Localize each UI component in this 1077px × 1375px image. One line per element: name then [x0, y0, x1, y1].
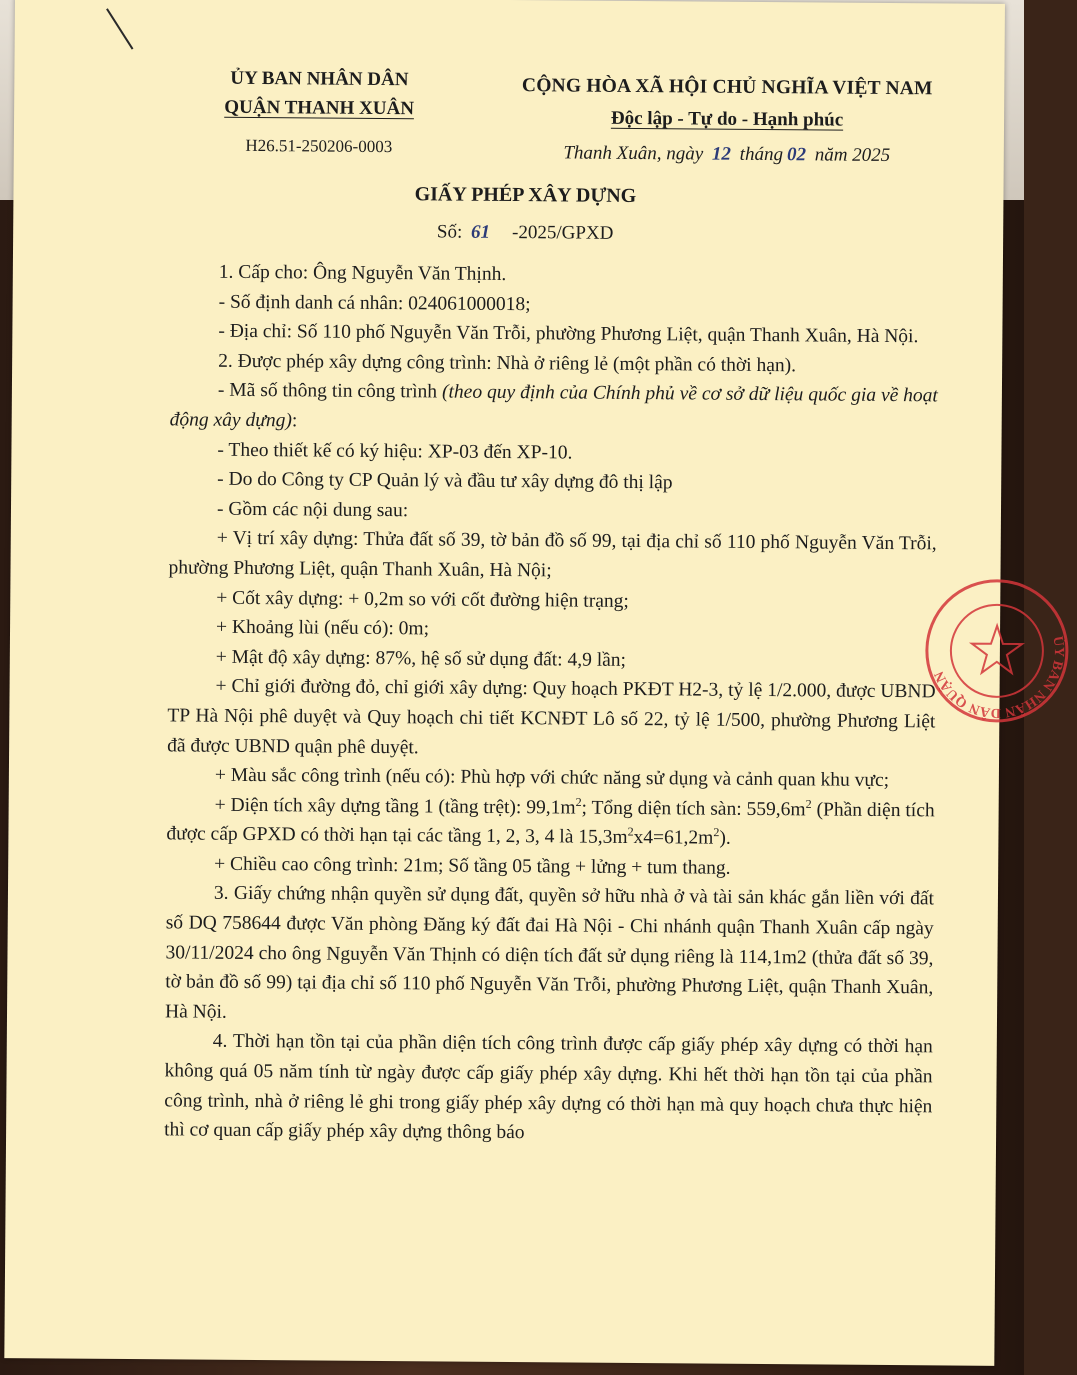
date-year: năm 2025 — [814, 144, 891, 166]
date-month-label: tháng — [739, 143, 784, 166]
paragraph-height: + Chiều cao công trình: 21m; Số tầng 05 tầng + lửng + tum thang. — [214, 853, 731, 879]
official-seal-stamp — [921, 575, 1072, 726]
paragraph-designer: - Do do Công ty CP Quản lý và đầu tư xây dựng đô thị lập — [217, 468, 673, 494]
permit-number — [13, 218, 1037, 248]
paragraph-elevation: + Cốt xây dựng: + 0,2m so với cốt đường hiện trạng; — [216, 587, 629, 612]
paragraph-project-code: - Mã số thông tin công trình (theo quy định của Chính phủ về cơ sở dữ liệu quốc gia về hoạt động xây dựng): — [169, 380, 938, 432]
permit-number-prefix: Số: — [436, 221, 463, 243]
document-body — [164, 257, 939, 1151]
paragraph-area: + Diện tích xây dựng tầng 1 (tầng trệt): $99,1m^2$; Tổng diện tích sàn: $559,6m^2$ (Phần diện tích được cấp GPXD có thời hạn tại các tầng 1, 2, 3, 4 là $15,3m^2x4=61,2m^2$). — [166, 794, 935, 850]
paragraph-permitted-work: 2. Được phép xây dựng công trình: Nhà ở riêng lẻ (một phần có thời hạn). — [218, 350, 797, 377]
paragraph-id-number: - Số định danh cá nhân: 024061000018; — [218, 291, 531, 315]
national-header — [502, 70, 953, 168]
paragraph-colors: + Màu sắc công trình (nếu có): Phù hợp với chức năng sử dụng và cảnh quan khu vực; — [214, 764, 890, 792]
issue-date — [502, 142, 952, 168]
paragraph-address: - Địa chỉ: Số 110 phố Nguyễn Văn Trỗi, phường Phương Liệt, quận Thanh Xuân, Hà Nội. — [218, 320, 919, 348]
date-month: 02 — [786, 144, 807, 166]
paragraph-location: + Vị trí xây dựng: Thửa đất số 39, tờ bản đồ số 99, tại địa chỉ số 110 phố Nguyễn Văn Trỗi, phường Phương Liệt, quận Thanh Xuân, Hà Nội; — [168, 528, 937, 582]
document-title: GIẤY PHÉP XÂY DỰNG — [414, 183, 637, 207]
authority-name-line1: ỦY BAN NHÂN DÂN — [230, 67, 409, 91]
document-code: H26.51-250206-0003 — [245, 135, 393, 157]
date-day: 12 — [711, 143, 732, 165]
paragraph-land-certificate: 3. Giấy chứng nhận quyền sử dụng đất, quyền sở hữu nhà ở và tài sản khác gắn liền với đất số DQ 758644 được Văn phòng Đăng ký đất đai Hà Nội - Chi nhánh quận Thanh Xuân cấp ngày 30/11/2024 cho ông Nguyễn Văn Thịnh có diện tích đất sử dụng riêng là 114,1m2 (thửa đất số 39, tờ bản đồ số 99) tại địa chỉ số 110 phố Nguyễn Văn Trỗi, phường Phương Liệt, quận Thanh Xuân, Hà Nội. — [164, 883, 935, 1023]
permit-number-value: 61 — [470, 221, 491, 243]
authority-name-line2: QUẬN THANH XUÂN — [224, 96, 415, 120]
pen-stroke-mark — [103, 7, 143, 52]
svg-text:ỦY BAN NHÂN DÂN QUẬN: ỦY BAN NHÂN DÂN QUẬN — [932, 635, 1066, 720]
paragraph-contents-intro: - Gồm các nội dung sau: — [216, 498, 409, 521]
issuing-authority — [164, 63, 475, 157]
paragraph-grantee: 1. Cấp cho: Ông Nguyễn Văn Thịnh. — [218, 261, 507, 285]
permit-document — [4, 0, 1066, 1366]
paragraph-design-code: - Theo thiết kế có ký hiệu: XP-03 đến XP-10. — [217, 439, 573, 464]
permit-number-suffix: -2025/GPXD — [511, 222, 614, 244]
paragraph-duration: 4. Thời hạn tồn tại của phần diện tích công trình được cấp giấy phép xây dựng có thời hạn không quá 05 năm tính từ ngày được cấp giấy phép xây dựng. Khi hết thời hạn tồn tại của phần công trình, nhà ở riêng lẻ ghi trong giấy phép xây dựng có thời hạn mà quy hoạch chưa thực hiện thì cơ quan cấp giấy phép xây dựng thông báo — [164, 1031, 933, 1144]
paragraph-boundaries: + Chỉ giới đường đỏ, chỉ giới xây dựng: Quy hoạch PKĐT H2-3, tỷ lệ 1/2.000, được UBND TP Hà Nội phê duyệt và Quy hoạch chi tiết KCNĐT Lô số 22, tỷ lệ 1/500, phường Phương Liệt đã được UBND quận phê duyệt. — [167, 676, 936, 758]
nation-name: CỘNG HÒA XÃ HỘI CHỦ NGHĨA VIỆT NAM — [521, 75, 933, 100]
paragraph-setback: + Khoảng lùi (nếu có): 0m; — [215, 616, 430, 640]
national-motto: Độc lập - Tự do - Hạnh phúc — [610, 107, 844, 131]
date-prefix: Thanh Xuân, ngày — [563, 142, 704, 165]
paragraph-density: + Mật độ xây dựng: 87%, hệ số sử dụng đất: 4,9 lần; — [215, 646, 627, 671]
